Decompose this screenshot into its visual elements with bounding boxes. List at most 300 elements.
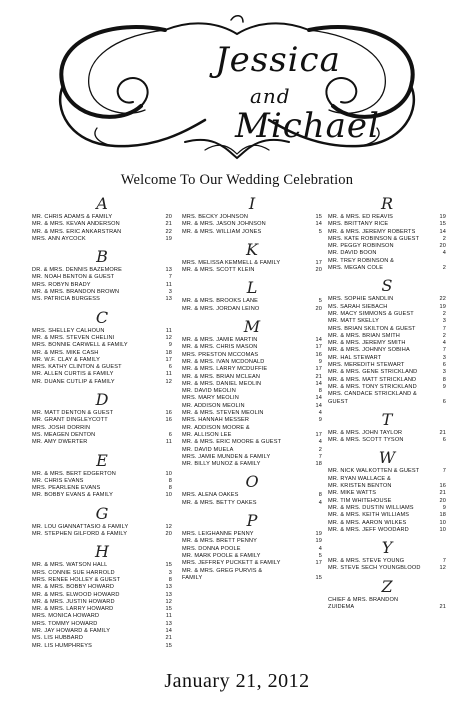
guest-name: MR. & MRS. GREG PURVIS & <box>182 567 263 574</box>
guest-name: MR. ADDISON MEOLIN <box>182 402 245 409</box>
table-number: 7 <box>442 347 446 354</box>
table-number: 3 <box>168 569 172 576</box>
table-number: 7 <box>168 274 172 281</box>
guest-row <box>328 391 446 398</box>
table-number: 17 <box>165 356 172 363</box>
guest-row <box>328 512 446 519</box>
table-number: 4 <box>318 499 322 506</box>
table-number: 11 <box>165 439 172 446</box>
table-number: 3 <box>442 369 446 376</box>
guest-name: MR. & MRS. LARRY HOWARD <box>32 606 114 613</box>
guest-name: MR. MACY SIMMONS & GUEST <box>328 310 414 317</box>
table-number <box>313 568 322 575</box>
guest-row <box>328 520 446 527</box>
table-number: 21 <box>439 429 446 436</box>
guest-name: MR. & MRS. WATSON HALL <box>32 562 108 569</box>
guest-name: MRS. MELISSA KEMMELL & FAMILY <box>182 259 281 266</box>
guest-row <box>182 267 322 274</box>
guest-name: MR. & MRS. SCOTT KLEIN <box>182 267 255 274</box>
table-number: 13 <box>165 591 172 598</box>
table-number: 2 <box>442 265 446 272</box>
guest-name: MRS. CANDACE STRICKLAND & <box>328 391 417 398</box>
table-number: 14 <box>315 402 322 409</box>
table-number: 11 <box>165 371 172 378</box>
guest-row <box>32 478 172 485</box>
section-letter: H <box>95 542 109 562</box>
guest-row <box>32 628 172 635</box>
table-number: 19 <box>315 531 322 538</box>
guest-name: MRS. MEGAN COLE <box>328 265 384 272</box>
and-text: and <box>250 84 291 108</box>
table-number: 8 <box>168 477 172 484</box>
section-c <box>32 308 172 386</box>
guest-name: MR. & MRS. JOHNNY SOBIHA <box>328 347 410 354</box>
section-letter: M <box>243 317 261 337</box>
table-number: 2 <box>442 310 446 317</box>
guest-name: MR. & MRS. STEVEN CHELINI <box>32 334 115 341</box>
table-number: 20 <box>165 531 172 538</box>
guest-column-2 <box>182 194 322 586</box>
guest-name: MR. & MRS. BETTY OAKES <box>182 499 257 506</box>
guest-row <box>182 410 322 417</box>
table-number: 2 <box>442 235 446 242</box>
guest-name: MRS. ROBYN BRADY <box>32 281 91 288</box>
table-number: 12 <box>439 565 446 572</box>
table-number: 8 <box>168 576 172 583</box>
table-number: 19 <box>439 303 446 310</box>
guest-name: MR. & MRS. MATT STRICKLAND <box>328 376 417 383</box>
guest-row <box>32 236 172 243</box>
guest-row <box>182 568 322 575</box>
guest-name: MR. MATT DENTON & GUEST <box>32 410 114 417</box>
table-number: 6 <box>442 398 446 405</box>
section-b <box>32 247 172 303</box>
guest-row <box>32 524 172 531</box>
section-t <box>328 410 446 445</box>
guest-name: MR. & MRS. AARON WILKES <box>328 519 407 526</box>
guest-row <box>32 606 172 613</box>
groom-name: Michael <box>235 106 380 146</box>
table-number: 15 <box>165 562 172 569</box>
table-number: 13 <box>165 296 172 303</box>
guest-name: MR. TIM WHITEHOUSE <box>328 497 392 504</box>
guest-row <box>32 613 172 620</box>
guest-row <box>328 326 446 333</box>
section-letter: T <box>381 409 393 429</box>
table-number: 17 <box>315 560 322 567</box>
guest-name: MR. & MRS. CHRIS MASON <box>182 344 258 351</box>
guest-name: MS. MEAGEN DENTON <box>32 431 96 438</box>
table-number: 14 <box>439 228 446 235</box>
guest-row <box>182 432 322 439</box>
guest-row <box>32 485 172 492</box>
guest-name: MR. CHRIS EVANS <box>32 477 84 484</box>
guest-row <box>328 250 446 257</box>
guest-name: GUEST <box>328 398 349 405</box>
guest-row <box>182 306 322 313</box>
table-number: 3 <box>168 289 172 296</box>
guest-name: MR. TREY ROBINSON & <box>328 257 395 264</box>
guest-name: MRS. ANN AYCOCK <box>32 235 86 242</box>
guest-row <box>32 282 172 289</box>
guest-name: FAMILY <box>182 574 203 581</box>
guest-name: MRS. SHELLEY CALHOUN <box>32 327 105 334</box>
guest-name: MR. & MRS. JEREMY SMITH <box>328 340 406 347</box>
table-number: 13 <box>165 584 172 591</box>
guest-row <box>328 490 446 497</box>
guest-column-3 <box>328 194 446 615</box>
guest-name: MR. & MRS. STEVEN MEOLIN <box>182 410 264 417</box>
guest-name: MR. DAVID BOON <box>328 250 377 257</box>
guest-row <box>32 425 172 432</box>
guest-name: MR. & MRS. DANIEL MEOLIN <box>182 380 262 387</box>
guest-name: MRS. BRITTANY RICE <box>328 221 389 228</box>
table-number: 19 <box>439 214 446 220</box>
table-number: 21 <box>315 373 322 380</box>
guest-name: MR. & MRS. BRANDON BROWN <box>32 289 120 296</box>
guest-row <box>182 575 322 582</box>
table-number: 5 <box>318 552 322 559</box>
table-number: 6 <box>442 437 446 444</box>
table-number: 2 <box>318 446 322 453</box>
guest-name: MR. ALLISON LEE <box>182 431 232 438</box>
guest-column-1 <box>32 194 172 654</box>
guest-name: MR. & MRS. ERIC ANKARSTRAN <box>32 228 122 235</box>
guest-row <box>328 498 446 505</box>
guest-row <box>328 604 446 611</box>
table-number: 4 <box>442 340 446 347</box>
guest-name: MRS. LEIGHANNE PENNY <box>182 531 254 538</box>
guest-name: MR. & MRS. BERT EDGERTON <box>32 470 116 477</box>
guest-row <box>32 584 172 591</box>
guest-row <box>328 258 446 265</box>
guest-row <box>328 399 446 406</box>
guest-name: MRS. JEFFREY PUCKETT & FAMILY <box>182 560 281 567</box>
table-number: 18 <box>165 349 172 356</box>
table-number: 21 <box>165 635 172 642</box>
table-number: 5 <box>318 228 322 235</box>
guest-row <box>328 221 446 228</box>
guest-name: MRS. MARY MEOLIN <box>182 395 239 402</box>
section-l <box>182 278 322 313</box>
guest-name: MR. GRANT DINGLEYCOTT <box>32 417 108 424</box>
guest-name: MR. DAVID MUELA <box>182 446 234 453</box>
guest-name: MR. & MRS. MIKE CASH <box>32 349 99 356</box>
table-number: 8 <box>318 492 322 499</box>
table-number: 18 <box>439 512 446 519</box>
guest-row <box>182 560 322 567</box>
section-letter: O <box>245 472 259 492</box>
table-number: 12 <box>165 598 172 605</box>
table-number: 20 <box>315 305 322 312</box>
table-number: 7 <box>442 325 446 332</box>
table-number: 13 <box>165 267 172 274</box>
table-number: 20 <box>315 267 322 274</box>
table-number: 4 <box>442 250 446 257</box>
guest-name: MS. LIS HUBBARD <box>32 635 84 642</box>
guest-name: MR. & MRS. JEREMY ROBERTS <box>328 228 416 235</box>
guest-row <box>328 214 446 221</box>
section-letter: D <box>95 390 109 410</box>
table-number: 16 <box>165 410 172 417</box>
table-number: 14 <box>315 380 322 387</box>
section-r <box>328 194 446 272</box>
guest-row <box>182 439 322 446</box>
table-number: 10 <box>165 470 172 477</box>
table-number: 13 <box>165 620 172 627</box>
section-s <box>328 276 446 405</box>
guest-row <box>32 328 172 335</box>
section-w <box>328 448 446 534</box>
table-number: 10 <box>439 519 446 526</box>
guest-row <box>32 364 172 371</box>
guest-row <box>328 384 446 391</box>
table-number: 11 <box>165 613 172 620</box>
guest-row <box>32 439 172 446</box>
guest-row <box>328 236 446 243</box>
guest-row <box>328 362 446 369</box>
table-number: 12 <box>165 523 172 530</box>
guest-row <box>32 214 172 221</box>
table-number: 4 <box>318 439 322 446</box>
guest-name: MR. & MRS. SCOTT TYSON <box>328 437 404 444</box>
guest-row <box>182 359 322 366</box>
section-a <box>32 194 172 243</box>
guest-name: MRS. CONNIE SUE HARROLD <box>32 569 115 576</box>
guest-row <box>182 221 322 228</box>
section-letter: A <box>96 194 108 213</box>
table-number: 11 <box>165 327 172 334</box>
guest-row <box>182 500 322 507</box>
table-number: 21 <box>439 490 446 497</box>
guest-name: MR. STEVE SECH YOUNGBLOOD <box>328 565 421 572</box>
guest-row <box>182 344 322 351</box>
guest-row <box>182 381 322 388</box>
guest-row <box>32 592 172 599</box>
table-number: 19 <box>165 235 172 242</box>
section-y <box>328 538 446 573</box>
guest-row <box>182 417 322 424</box>
table-number: 9 <box>318 358 322 365</box>
guest-name: MR. MIKE WATTS <box>328 490 377 497</box>
guest-name: MR. & MRS. ED REAVIS <box>328 214 394 220</box>
guest-name: MR. & MRS. DUSTIN WILLIAMS <box>328 504 414 511</box>
guest-name: MR. BILLY MUNOZ & FAMILY <box>182 461 261 468</box>
guest-name: MR. & MRS. BRIAN SMITH <box>328 332 400 339</box>
guest-name: MR. AMY DWERTER <box>32 439 88 446</box>
guest-row <box>32 635 172 642</box>
guest-name: MR. W.F. CLAY & FAMILY <box>32 356 100 363</box>
guest-row <box>32 471 172 478</box>
guest-row <box>32 562 172 569</box>
guest-name: MR. MARK POOLE & FAMILY <box>182 552 261 559</box>
guest-name: MR. JAY HOWARD & FAMILY <box>32 627 111 634</box>
section-letter: S <box>381 276 393 296</box>
guest-name: MRS. MONICA HOWARD <box>32 613 100 620</box>
guest-name: MR. NICK WALKOTTEN & GUEST <box>328 468 420 475</box>
guest-row <box>182 352 322 359</box>
guest-name: MRS. DONNA POOLE <box>182 545 241 552</box>
table-number: 15 <box>315 214 322 220</box>
section-z <box>328 577 446 612</box>
table-number: 7 <box>318 453 322 460</box>
monogram-logo <box>45 14 429 162</box>
table-number: 7 <box>442 558 446 565</box>
guest-name: MR. CHRIS ADAMS & FAMILY <box>32 214 113 220</box>
table-number: 12 <box>165 334 172 341</box>
guest-row <box>328 597 446 604</box>
guest-name: MR. ALLEN CURTIS & FAMILY <box>32 371 114 378</box>
guest-row <box>328 468 446 475</box>
table-number <box>437 391 446 398</box>
table-number: 2 <box>442 332 446 339</box>
table-number <box>313 425 322 432</box>
guest-row <box>32 531 172 538</box>
table-number: 9 <box>442 504 446 511</box>
guest-row <box>32 410 172 417</box>
table-number: 20 <box>165 214 172 220</box>
table-number: 6 <box>168 364 172 371</box>
guest-name: DR. & MRS. DENNIS BAZEMORE <box>32 267 122 274</box>
table-number: 8 <box>168 485 172 492</box>
guest-row <box>32 621 172 628</box>
table-number: 15 <box>165 606 172 613</box>
section-letter: E <box>96 450 108 470</box>
table-number: 9 <box>168 342 172 349</box>
guest-row <box>328 311 446 318</box>
guest-row <box>32 221 172 228</box>
guest-row <box>182 214 322 221</box>
guest-row <box>182 229 322 236</box>
guest-name: MR. & MRS. GENE STRICKLAND <box>328 369 418 376</box>
table-number: 3 <box>442 318 446 325</box>
guest-name: MR. DUANE CUTLIP & FAMILY <box>32 378 115 385</box>
guest-row <box>32 577 172 584</box>
guest-name: CHIEF & MRS. BRANDON <box>328 596 399 603</box>
table-number <box>437 597 446 604</box>
guest-name: MR. & MRS. WILLIAM JONES <box>182 228 262 235</box>
table-number: 7 <box>442 468 446 475</box>
section-letter: R <box>380 194 394 213</box>
guest-row <box>182 447 322 454</box>
section-d <box>32 390 172 446</box>
guest-row <box>328 430 446 437</box>
guest-row <box>182 454 322 461</box>
table-number: 15 <box>439 221 446 228</box>
guest-row <box>32 371 172 378</box>
bride-name: Jessica <box>215 40 341 80</box>
guest-name: MRS. RENEE HOLLEY & GUEST <box>32 576 121 583</box>
guest-row <box>328 437 446 444</box>
guest-row <box>182 260 322 267</box>
table-number: 18 <box>315 461 322 468</box>
table-number: 4 <box>318 545 322 552</box>
table-number: 8 <box>318 388 322 395</box>
guest-name: MR. & MRS. ELWOOD HOWARD <box>32 591 120 598</box>
table-number: 22 <box>165 228 172 235</box>
guest-name: MR. & MRS. JUSTIN HOWARD <box>32 598 115 605</box>
guest-name: MR. & MRS. BRETT PENNY <box>182 538 257 545</box>
guest-name: MS. SARAH SIEBACH <box>328 303 388 310</box>
table-number: 8 <box>442 376 446 383</box>
guest-name: MR. & MRS. JAMIE MARTIN <box>182 337 258 344</box>
guest-row <box>182 374 322 381</box>
section-letter: I <box>248 194 256 213</box>
guest-row <box>182 298 322 305</box>
guest-row <box>32 379 172 386</box>
section-letter: Y <box>381 538 393 558</box>
table-number: 6 <box>442 362 446 369</box>
table-number: 11 <box>165 281 172 288</box>
guest-row <box>328 318 446 325</box>
guest-name: MR. & MRS. JASON JOHNSON <box>182 221 266 228</box>
table-number: 9 <box>442 383 446 390</box>
table-number: 5 <box>318 298 322 305</box>
guest-row <box>32 432 172 439</box>
guest-row <box>182 492 322 499</box>
guest-row <box>32 267 172 274</box>
guest-name: MRS. HANNAH MESSER <box>182 417 250 424</box>
guest-name: MR. DAVID MEOLIN <box>182 388 236 395</box>
guest-row <box>32 350 172 357</box>
section-letter: W <box>378 448 396 468</box>
guest-row <box>32 357 172 364</box>
guest-name: MR. LIS HUMPHREYS <box>32 642 93 649</box>
section-g <box>32 504 172 539</box>
table-number: 14 <box>315 221 322 228</box>
guest-name: MRS. ALENA OAKES <box>182 492 239 499</box>
guest-row <box>328 243 446 250</box>
guest-row <box>328 476 446 483</box>
table-number <box>437 476 446 483</box>
guest-name: MR. & MRS. BRIAN MCLEAN <box>182 373 261 380</box>
table-number: 16 <box>315 351 322 358</box>
guest-name: MRS. TOMMY HOWARD <box>32 620 98 627</box>
guest-row <box>182 538 322 545</box>
guest-name: MR. & MRS. JOHN TAYLOR <box>328 429 403 436</box>
guest-name: MR. & MRS. KEVAN ANDERSON <box>32 221 120 228</box>
table-number: 21 <box>165 221 172 228</box>
guest-row <box>328 369 446 376</box>
table-number: 16 <box>439 483 446 490</box>
guest-name: MR. ADDISON MOORE & <box>182 424 250 431</box>
guest-row <box>328 296 446 303</box>
guest-name: MR. BOBBY EVANS & FAMILY <box>32 492 114 499</box>
section-o <box>182 472 322 507</box>
guest-row <box>328 229 446 236</box>
guest-name: MR. LOU GIANNATTASIO & FAMILY <box>32 523 129 530</box>
table-number: 21 <box>439 603 446 610</box>
guest-row <box>328 558 446 565</box>
guest-name: MRS. PRESTON MCCOMAS <box>182 351 259 358</box>
guest-row <box>328 333 446 340</box>
guest-row <box>32 274 172 281</box>
section-m <box>182 317 322 468</box>
guest-name: MRS. MEREDITH STEWART <box>328 362 405 369</box>
section-letter: C <box>95 307 109 327</box>
table-number <box>163 425 172 432</box>
guest-name: MRS. BRIAN SKILTON & GUEST <box>328 325 416 332</box>
table-number: 4 <box>318 410 322 417</box>
table-number: 16 <box>165 417 172 424</box>
guest-name: MR. & MRS. LARRY MCDUFFIE <box>182 366 268 373</box>
guest-row <box>182 553 322 560</box>
guest-name: MR. STEPHEN GILFORD & FAMILY <box>32 531 128 538</box>
guest-row <box>328 265 446 272</box>
guest-name: MR. & MRS. TONY STRICKLAND <box>328 383 417 390</box>
guest-name: MR. & MRS. ERIC MOORE & GUEST <box>182 439 282 446</box>
guest-row <box>328 355 446 362</box>
